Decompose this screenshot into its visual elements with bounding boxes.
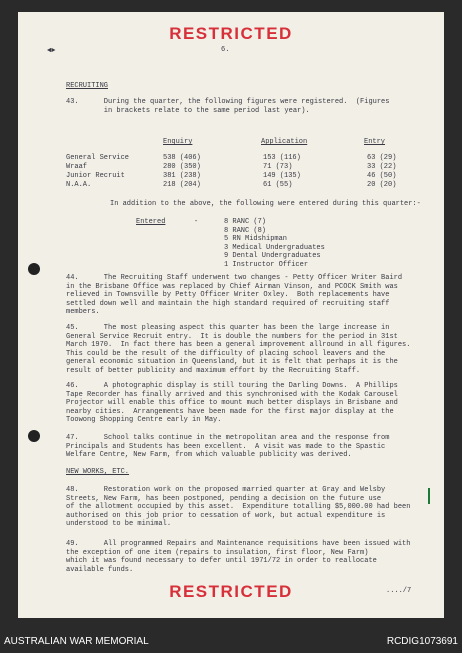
paragraph-46: 46. A photographic display is still touring the Darling Downs. A Phillips Tape Recorder has finally arrived and this synchronised with the Kodak Carousel Projector will enable this office to mount much better displays in Brisbane and nearby cities. Arrangements have been made for the first major display at the Toowong Shopping Centre early in May. <box>66 382 398 425</box>
restricted-stamp-top: RESTRICTED <box>169 24 293 43</box>
paragraph-49: 49. All programmed Repairs and Maintenance requisitions have been issued with the exception of one item (repairs to insulation, first floor, New Farm) which it was found necessary to defer until 1971/72 in order to reallocate available funds. <box>66 540 411 574</box>
paragraph-45: 45. The most pleasing aspect this quarter has been the large increase in General Service Recruit entry. It is double the numbers for the period in 31st March 1970. In fact there has been a general improvement allround in all figures. This could be the result of the difficulty of placing school leavers and the general economic situation in Queensland, but it is felt that perhaps it is the result of better publicity and maximum effort by the Recruiting Staff. <box>66 324 411 375</box>
page-number: 6. <box>221 46 230 54</box>
paragraph-48: 48. Restoration work on the proposed married quarter at Gray and Welsby Streets, New Farm, has been postponed, pending a decision on the future use of the allotment occupied by this asset. Expenditure totalling $5,000.00 had been authorised on this job prior to cessation of work, but actual expenditure is understood to be minimal. <box>66 486 411 529</box>
paragraph-43: 43. During the quarter, the following figures were registered. (Figures in brackets relate to the same period last year). <box>66 98 390 115</box>
entered-label: Entered <box>136 218 166 226</box>
column-header-application: Application <box>261 138 308 146</box>
restricted-stamp-bottom: RESTRICTED <box>169 582 293 601</box>
entered-list <box>224 218 325 270</box>
list-item: 3 Medical Undergraduates <box>224 243 325 252</box>
section-heading-recruiting: RECRUITING <box>66 82 109 90</box>
list-item: 1 Instructor Officer <box>224 260 309 269</box>
list-item: 9 Dental Undergraduates <box>224 252 321 261</box>
credit-right: RCDIG1073691 <box>386 636 458 647</box>
credit-bar <box>0 631 462 653</box>
punch-mark-icon: ◄► <box>47 47 56 55</box>
column-header-entry: Entry <box>364 138 386 146</box>
list-item: 8 RANC (8) <box>224 226 267 235</box>
paragraph-47: 47. School talks continue in the metropolitan area and the response from Principals and Students has been excellent. A visit was made to the Spastic Welfare Centre, New Farm, from which valuable publicity was derived. <box>66 434 390 460</box>
list-item: 5 RN Midshipman <box>224 235 288 244</box>
punch-hole-lower <box>28 430 40 442</box>
entered-dash: - <box>194 218 199 226</box>
paragraph-44: 44. The Recruiting Staff underwent two changes - Petty Officer Writer Baird in the Brisbane Office was replaced by Chief Airman Vinson, and PCOCK Smith was relieved in Townsville by Petty Officer Writer Oxley. Both replacements have settled down well and maintain the high standard required of recruiting staff members. <box>66 274 403 317</box>
punch-hole-upper <box>28 263 40 275</box>
column-header-enquiry: Enquiry <box>163 138 193 146</box>
credit-left: AUSTRALIAN WAR MEMORIAL <box>4 636 149 647</box>
continuation-mark: ..../7 <box>386 587 412 595</box>
list-item: 8 RANC (7) <box>224 218 267 226</box>
document-page: RESTRICTED 6. ◄► RECRUITING 43. During the quarter, the following figures were registered. (Figures in brackets relate to the same period last year). Enquiry Application Entry General Service 538 (406) 153 (116) 63 (29) Wraaf 280 (350) 71 (73) 33 (22) Junior Recruit 381 (238) 149 (135) 46 (50) N.A.A. 218 (204) 61 (55) 20 (20) In addition to the above, the following were entered during this quarter:- Entered - 8 RANC (7) 8 RANC (8) 5 RN Midshipman 3 Medical Undergraduates 9 Dental Undergraduates 1 Instructor Officer 44. The Recruiting Staff underwent two changes - Petty Officer Writer Baird in the Brisbane Office was replaced by Chief Airman Vinson, and PCOCK Smith was relieved in Townsville by Petty Officer Writer Oxley. Both replacements have settled down well and maintain the high standard required of recruiting staff members. 45. The most pleasing aspect this quarter has been the large increase in General Service Recruit entry. It is double the numbers for the period in 31st March 1970. In fact there has been a general improvement allround in all figures. This could be the result of the difficulty of placing school leavers and the general economic situation in Queensland, but it is felt that perhaps it is the result of better publicity and maximum effort by the Recruiting Staff. 46. A photographic display is still touring the Darling Downs. A Phillips Tape Recorder has finally arrived and this synchronised with the Kodak Carousel Projector will enable this office to mount much better displays in Brisbane and nearby cities. Arrangements have been made for the first major display at the Toowong Shopping Centre early in May. 47. School talks continue in the metropolitan area and the response from Principals and Students has been excellent. A visit was made to the Spastic Welfare Centre, New Farm, from which valuable publicity was derived. NEW WORKS, ETC. 48. Restoration work on the proposed married quarter at Gray and Welsby Streets, New Farm, has been postponed, pending a decision on the future use of the allotment occupied by this asset. Expenditure totalling $5,000.00 had been authorised on this job prior to cessation of work, but actual expenditure is understood to be minimal. 49. All programmed Repairs and Maintenance requisitions have been issued with the exception of one item (repairs to insulation, first floor, New Farm) which it was found necessary to defer until 1971/72 in order to reallocate available funds. RESTRICTED ..../7 <box>18 12 444 618</box>
section-heading-new-works: NEW WORKS, ETC. <box>66 468 130 476</box>
addition-line: In addition to the above, the following were entered during this quarter:- <box>110 200 421 208</box>
margin-mark <box>428 488 430 504</box>
